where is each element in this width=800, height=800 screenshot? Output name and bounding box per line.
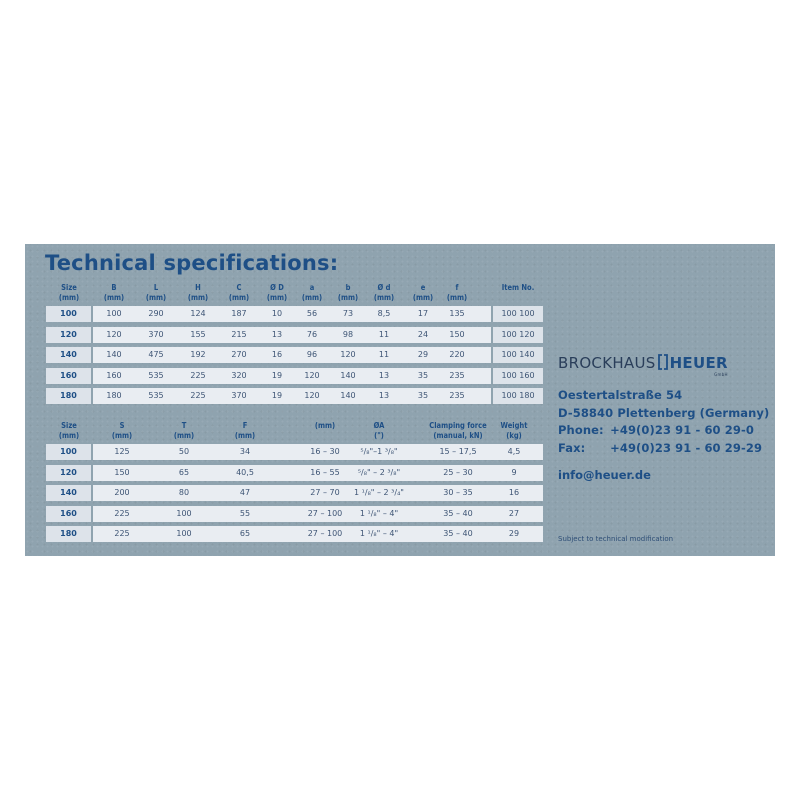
fax-label: Fax: xyxy=(558,440,586,455)
table-cell: 120 xyxy=(304,370,320,380)
table-cell: 120 xyxy=(106,329,122,339)
table-cell: 140 xyxy=(340,370,356,380)
size-cell: 120 xyxy=(46,327,93,343)
table-cell: 29 xyxy=(417,350,429,359)
column-header-unit: (") xyxy=(374,431,384,440)
table-cell: 220 xyxy=(449,350,465,359)
table-cell: 370 xyxy=(231,391,247,400)
column-header-unit: (mm) xyxy=(103,293,125,302)
column-header-label: F xyxy=(242,421,248,430)
column-header xyxy=(87,421,157,441)
table-cell: 17 xyxy=(417,309,429,318)
table-cell: 27 – 100 xyxy=(307,529,343,538)
column-header-unit: (mm) xyxy=(373,293,395,302)
column-header-label: C xyxy=(236,283,242,292)
table-cell: 370 xyxy=(148,329,164,339)
table-cell: 155 xyxy=(190,329,206,339)
size-cell: 140 xyxy=(46,347,93,363)
column-header-unit: Item No. xyxy=(501,283,535,292)
fax-number: +49(0)23 91 - 60 29-29 xyxy=(610,440,763,455)
table-cell: 180 xyxy=(106,391,122,400)
column-header-unit: (mm) xyxy=(58,293,80,302)
brand-name-heuer: HEUER xyxy=(669,354,728,372)
fax-line xyxy=(558,440,769,458)
address-city: D-58840 Plettenberg (Germany) xyxy=(558,405,770,420)
table-cell: 29 xyxy=(508,529,520,538)
table-cell: 96 xyxy=(306,350,318,359)
table-header xyxy=(46,282,543,306)
table-cell: 35 xyxy=(417,370,429,380)
table-cell: 13 xyxy=(378,391,390,400)
table-cell: 100 xyxy=(176,508,192,518)
table-cell: 65 xyxy=(178,467,190,477)
column-header xyxy=(479,421,549,441)
table-cell: 19 xyxy=(271,370,283,380)
table-cell: 1 ¹/₈" – 4" xyxy=(359,529,399,538)
column-header-unit: (kg) xyxy=(506,431,522,440)
size-cell: 180 xyxy=(46,388,93,404)
table-cell: 10 xyxy=(271,309,283,318)
table-cell: 125 xyxy=(114,447,130,456)
table-cell: 225 xyxy=(190,370,206,380)
column-header-unit: (manual, kN) xyxy=(433,431,483,440)
column-header xyxy=(149,421,219,441)
phone-number: +49(0)23 91 - 60 29-0 xyxy=(610,423,754,437)
page-title: Technical specifications: xyxy=(45,251,339,275)
column-header-label: T xyxy=(181,421,187,430)
table-row xyxy=(46,526,543,542)
table-cell: 475 xyxy=(148,350,164,359)
table-cell: 65 xyxy=(239,529,251,538)
table-cell: 80 xyxy=(178,488,190,497)
column-header-label: S xyxy=(119,421,125,430)
table-cell: 73 xyxy=(342,309,354,318)
dimensions-table xyxy=(46,282,543,409)
table-cell: 187 xyxy=(231,309,247,318)
column-header-unit: (mm) xyxy=(446,293,468,302)
column-header-label: Ø D xyxy=(270,283,284,292)
table-cell: 1 ¹/₈" – 2 ³/₄" xyxy=(354,488,404,497)
table-cell: 11 xyxy=(378,329,390,339)
table-row xyxy=(46,306,543,322)
table-cell: 16 – 55 xyxy=(310,467,340,477)
table-row xyxy=(46,444,543,460)
table-row xyxy=(46,388,543,404)
table-cell: 15 – 17,5 xyxy=(439,447,477,456)
column-header xyxy=(210,421,280,441)
table-cell: 35 – 40 xyxy=(443,508,473,518)
table-cell: 200 xyxy=(114,488,130,497)
column-header-label: Size xyxy=(61,421,77,430)
size-cell: 100 xyxy=(46,306,93,322)
column-header-unit: (mm) xyxy=(234,431,256,440)
column-header-unit: (mm) xyxy=(412,293,434,302)
column-header-label: Ø d xyxy=(377,283,391,292)
table-cell: 16 xyxy=(271,350,283,359)
column-header-label: B xyxy=(111,283,117,292)
column-header-label: b xyxy=(345,283,351,292)
column-header-unit: (mm) xyxy=(228,293,250,302)
table-row xyxy=(46,485,543,501)
table-cell: 11 xyxy=(378,350,390,359)
table-cell: 47 xyxy=(239,488,251,497)
table-cell: 16 xyxy=(508,488,520,497)
column-header-label: a xyxy=(309,283,315,292)
table-cell: 235 xyxy=(449,370,465,380)
item-number-cell: 100 180 xyxy=(491,388,543,404)
footnote: Subject to technical modification xyxy=(558,535,674,543)
table-cell: 150 xyxy=(114,467,130,477)
table-row xyxy=(46,465,543,481)
size-cell: 180 xyxy=(46,526,93,542)
table-cell: 120 xyxy=(340,350,356,359)
size-cell: 160 xyxy=(46,368,93,384)
size-cell: 140 xyxy=(46,485,93,501)
column-header xyxy=(483,283,553,293)
table-cell: 76 xyxy=(306,329,318,339)
table-body xyxy=(46,306,543,404)
column-header-unit: (mm) xyxy=(145,293,167,302)
phone-label: Phone: xyxy=(558,423,604,437)
size-cell: 160 xyxy=(46,506,93,522)
table-cell: 40,5 xyxy=(236,467,254,477)
table-cell: 225 xyxy=(114,529,130,538)
spec-panel xyxy=(25,244,775,556)
table-cell: ⁵/₈" – 2 ³/₈" xyxy=(357,467,401,477)
table-cell: 34 xyxy=(239,447,251,456)
column-header-label: Weight xyxy=(500,421,528,430)
table-cell: 27 – 100 xyxy=(307,508,343,518)
column-header xyxy=(344,421,414,441)
brand-logo xyxy=(558,354,728,377)
column-header-unit: (mm) xyxy=(173,431,195,440)
item-number-cell: 100 140 xyxy=(491,347,543,363)
column-header-label: H xyxy=(195,283,201,292)
table-cell: 225 xyxy=(114,508,130,518)
table-cell: 30 – 35 xyxy=(443,488,473,497)
table-cell: 290 xyxy=(148,309,164,318)
table-cell: 535 xyxy=(148,370,164,380)
table-cell: 140 xyxy=(106,350,122,359)
column-header-unit: (mm) xyxy=(301,293,323,302)
size-cell: 100 xyxy=(46,444,93,460)
table-row xyxy=(46,368,543,384)
table-cell: 56 xyxy=(306,309,318,318)
table-body xyxy=(46,444,543,542)
column-header-unit: (mm) xyxy=(187,293,209,302)
table-header xyxy=(46,420,543,444)
table-cell: 35 – 40 xyxy=(443,529,473,538)
brand-name-brockhaus: BROCKHAUS xyxy=(558,354,656,372)
table-cell: 16 – 30 xyxy=(310,447,340,456)
table-row xyxy=(46,347,543,363)
table-cell: 270 xyxy=(231,350,247,359)
table-cell: 135 xyxy=(449,309,465,318)
table-cell: 50 xyxy=(178,447,190,456)
table-cell: 27 xyxy=(508,508,520,518)
table-cell: 19 xyxy=(271,391,283,400)
table-cell: 215 xyxy=(231,329,247,339)
email-link[interactable]: info@heuer.de xyxy=(558,468,651,482)
column-header-label: e xyxy=(420,283,426,292)
column-header xyxy=(422,283,492,303)
table-cell: 9 xyxy=(511,467,517,477)
item-number-cell: 100 120 xyxy=(491,327,543,343)
column-header-label: L xyxy=(153,283,159,292)
table-cell: 13 xyxy=(271,329,283,339)
column-header-label: f xyxy=(455,283,459,292)
column-header-unit: (mm) xyxy=(314,421,336,430)
table-cell: 24 xyxy=(417,329,429,339)
address-street: Oestertalstraße 54 xyxy=(558,388,683,402)
table-cell: 4,5 xyxy=(507,447,521,456)
column-header-unit: (mm) xyxy=(266,293,288,302)
table-cell: 320 xyxy=(231,370,247,380)
table-cell: 8,5 xyxy=(377,309,391,318)
table-row xyxy=(46,327,543,343)
brand-suffix: GmbH xyxy=(714,372,728,377)
size-cell: 120 xyxy=(46,465,93,481)
table-cell: 192 xyxy=(190,350,206,359)
table-row xyxy=(46,506,543,522)
table-cell: 25 – 30 xyxy=(443,467,473,477)
table-cell: 124 xyxy=(190,309,206,318)
table-cell: 55 xyxy=(239,508,251,518)
table-cell: 120 xyxy=(304,391,320,400)
column-header-label: Size xyxy=(61,283,77,292)
column-header-label: Clamping force xyxy=(429,421,487,430)
column-header-unit: (mm) xyxy=(111,431,133,440)
table-cell: 1 ¹/₈" – 4" xyxy=(359,508,399,518)
clamping-table xyxy=(46,420,543,547)
table-cell: 27 – 70 xyxy=(310,488,340,497)
column-header-label: ØA xyxy=(373,421,385,430)
table-cell: 100 xyxy=(106,309,122,318)
table-cell: 35 xyxy=(417,391,429,400)
table-cell: 235 xyxy=(449,391,465,400)
bracket-logo-icon xyxy=(657,354,669,370)
table-cell: 140 xyxy=(340,391,356,400)
table-cell: 100 xyxy=(176,529,192,538)
table-cell: 535 xyxy=(148,391,164,400)
table-cell: ⁵/₈"–1 ³/₈" xyxy=(360,447,398,456)
table-cell: 98 xyxy=(342,329,354,339)
item-number-cell: 100 100 xyxy=(491,306,543,322)
phone-line xyxy=(558,422,769,440)
item-number-cell: 100 160 xyxy=(491,368,543,384)
table-cell: 160 xyxy=(106,370,122,380)
table-cell: 225 xyxy=(190,391,206,400)
table-cell: 13 xyxy=(378,370,390,380)
contact-block xyxy=(558,387,769,457)
column-header-unit: (mm) xyxy=(337,293,359,302)
table-cell: 150 xyxy=(449,329,465,339)
column-header-unit: (mm) xyxy=(58,431,80,440)
